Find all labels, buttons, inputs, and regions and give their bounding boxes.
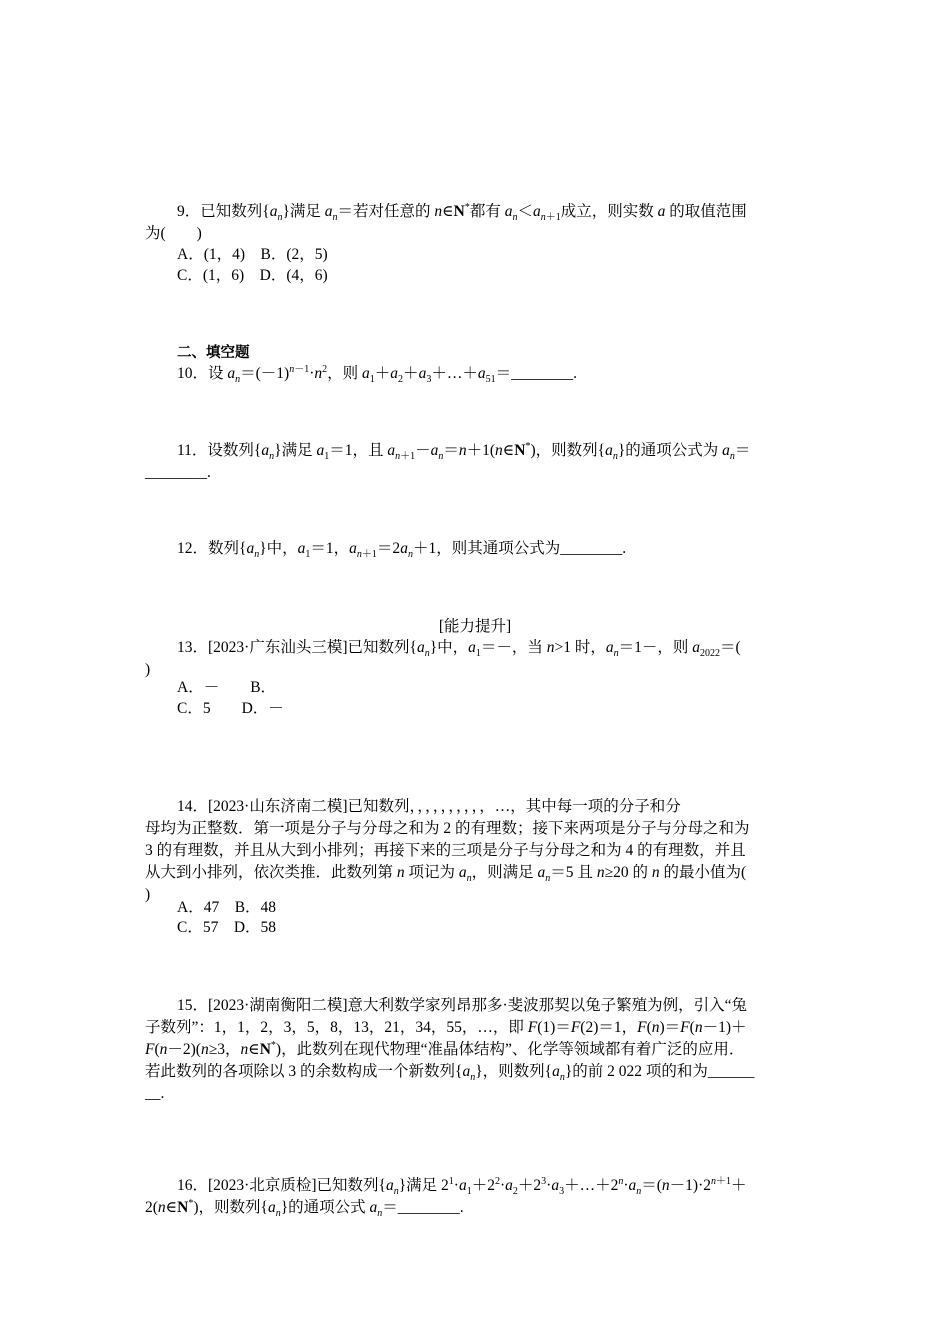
q9-options-row-1: A．(1，4) B．(2，5): [177, 246, 328, 263]
q14-options-row-1: A．47 B．48: [177, 899, 277, 916]
question-10: 10．设 $a_n=(-1)^{n-1}\cdot n^2$，则 $a_1+a_2+a_3+\dots+a_{51}=\_\_\_\_\_\_\_\_$.: [177, 363, 577, 386]
q14-options-row-2: C．57 D．58: [177, 919, 277, 936]
q9-options-row-2: C．(1，6) D．(4，6): [177, 267, 328, 284]
question-12: 12．数列$\{a_n\}$中，$a_1=1$，$a_{n+1}=2a_n+1$，则其通项公式为________.: [177, 540, 627, 561]
question-16: 16．[2023·北京质检]已知数列$\{a_n\}$满足 $2^1\cdot a_1+2^2\cdot a_2+2^3\cdot a_3+\dots+2^n\cdot a_n=(n-1)\cdot 2^{n+1}+$ 2(n∈N*)，则数列$\{a_n\}$的通项公式 $a_n=\_\_\_\_\_\_\_\_$.: [145, 1175, 747, 1220]
question-9: 9．已知数列$\{a_n\}$满足 $a_n=$若对任意的 n∈N*都有 $a_n<a_{n+1}$成立，则实数 a 的取值范围 为( ): [145, 201, 747, 242]
q13-options-row-2: C．5 D．－: [177, 700, 284, 717]
question-11: 11．设数列$\{a_n\}$满足 $a_1=1$，且 $a_{n+1}-a_n=n+1(n\in N^*)$，则数列$\{a_n\}$的通项公式为 $a_n=$ ________.: [145, 440, 751, 481]
section-title: 二、填空题: [177, 345, 250, 361]
q13-options-row-1: A．－ B．: [177, 679, 277, 696]
question-15: 15．[2023·湖南衡阳二模]意大利数学家列昂那多·斐波那契以兔子繁殖为例，引入“兔 子数列”：1，1，2，3，5，8，13，21，34，55，…，即 F(1)＝F(2)＝1，F(n)＝F(n－1)＋ F(n－2)(n≥3，n∈N*)，此数列在现代物理“准晶体结构”、化学等领域都有着广泛的应用． 若此数列的各项除以 3 的余数构成一个新数列$\{a_n\}$，则数列$\{a_n\}$的前 2 022 项的和为______ __.: [145, 997, 755, 1102]
question-14: 14．[2023·山东济南二模]已知数列，，，，，，，，，，…，其中每一项的分子和分 母均为正整数．第一项是分子与分母之和为 2 的有理数；接下来两项是分子与分母之和为 3 的有理数，并且从大到小排列；再接下来的三项是分子与分母之和为 4 的有理数，并且 从大到小排列，依次类推．此数列第 n 项记为 $a_n$，则满足 $a_n=5$ 且 n≥20 的 n 的最小值为( ): [145, 798, 750, 903]
question-13: 13．[2023·广东汕头三模]已知数列$\{a_n\}$中，$a_1=-$，当 n>1 时，$a_n=1-$，则 $a_{2022}=$( ): [145, 639, 741, 678]
ability-section-title: [能力提升]: [438, 618, 512, 635]
